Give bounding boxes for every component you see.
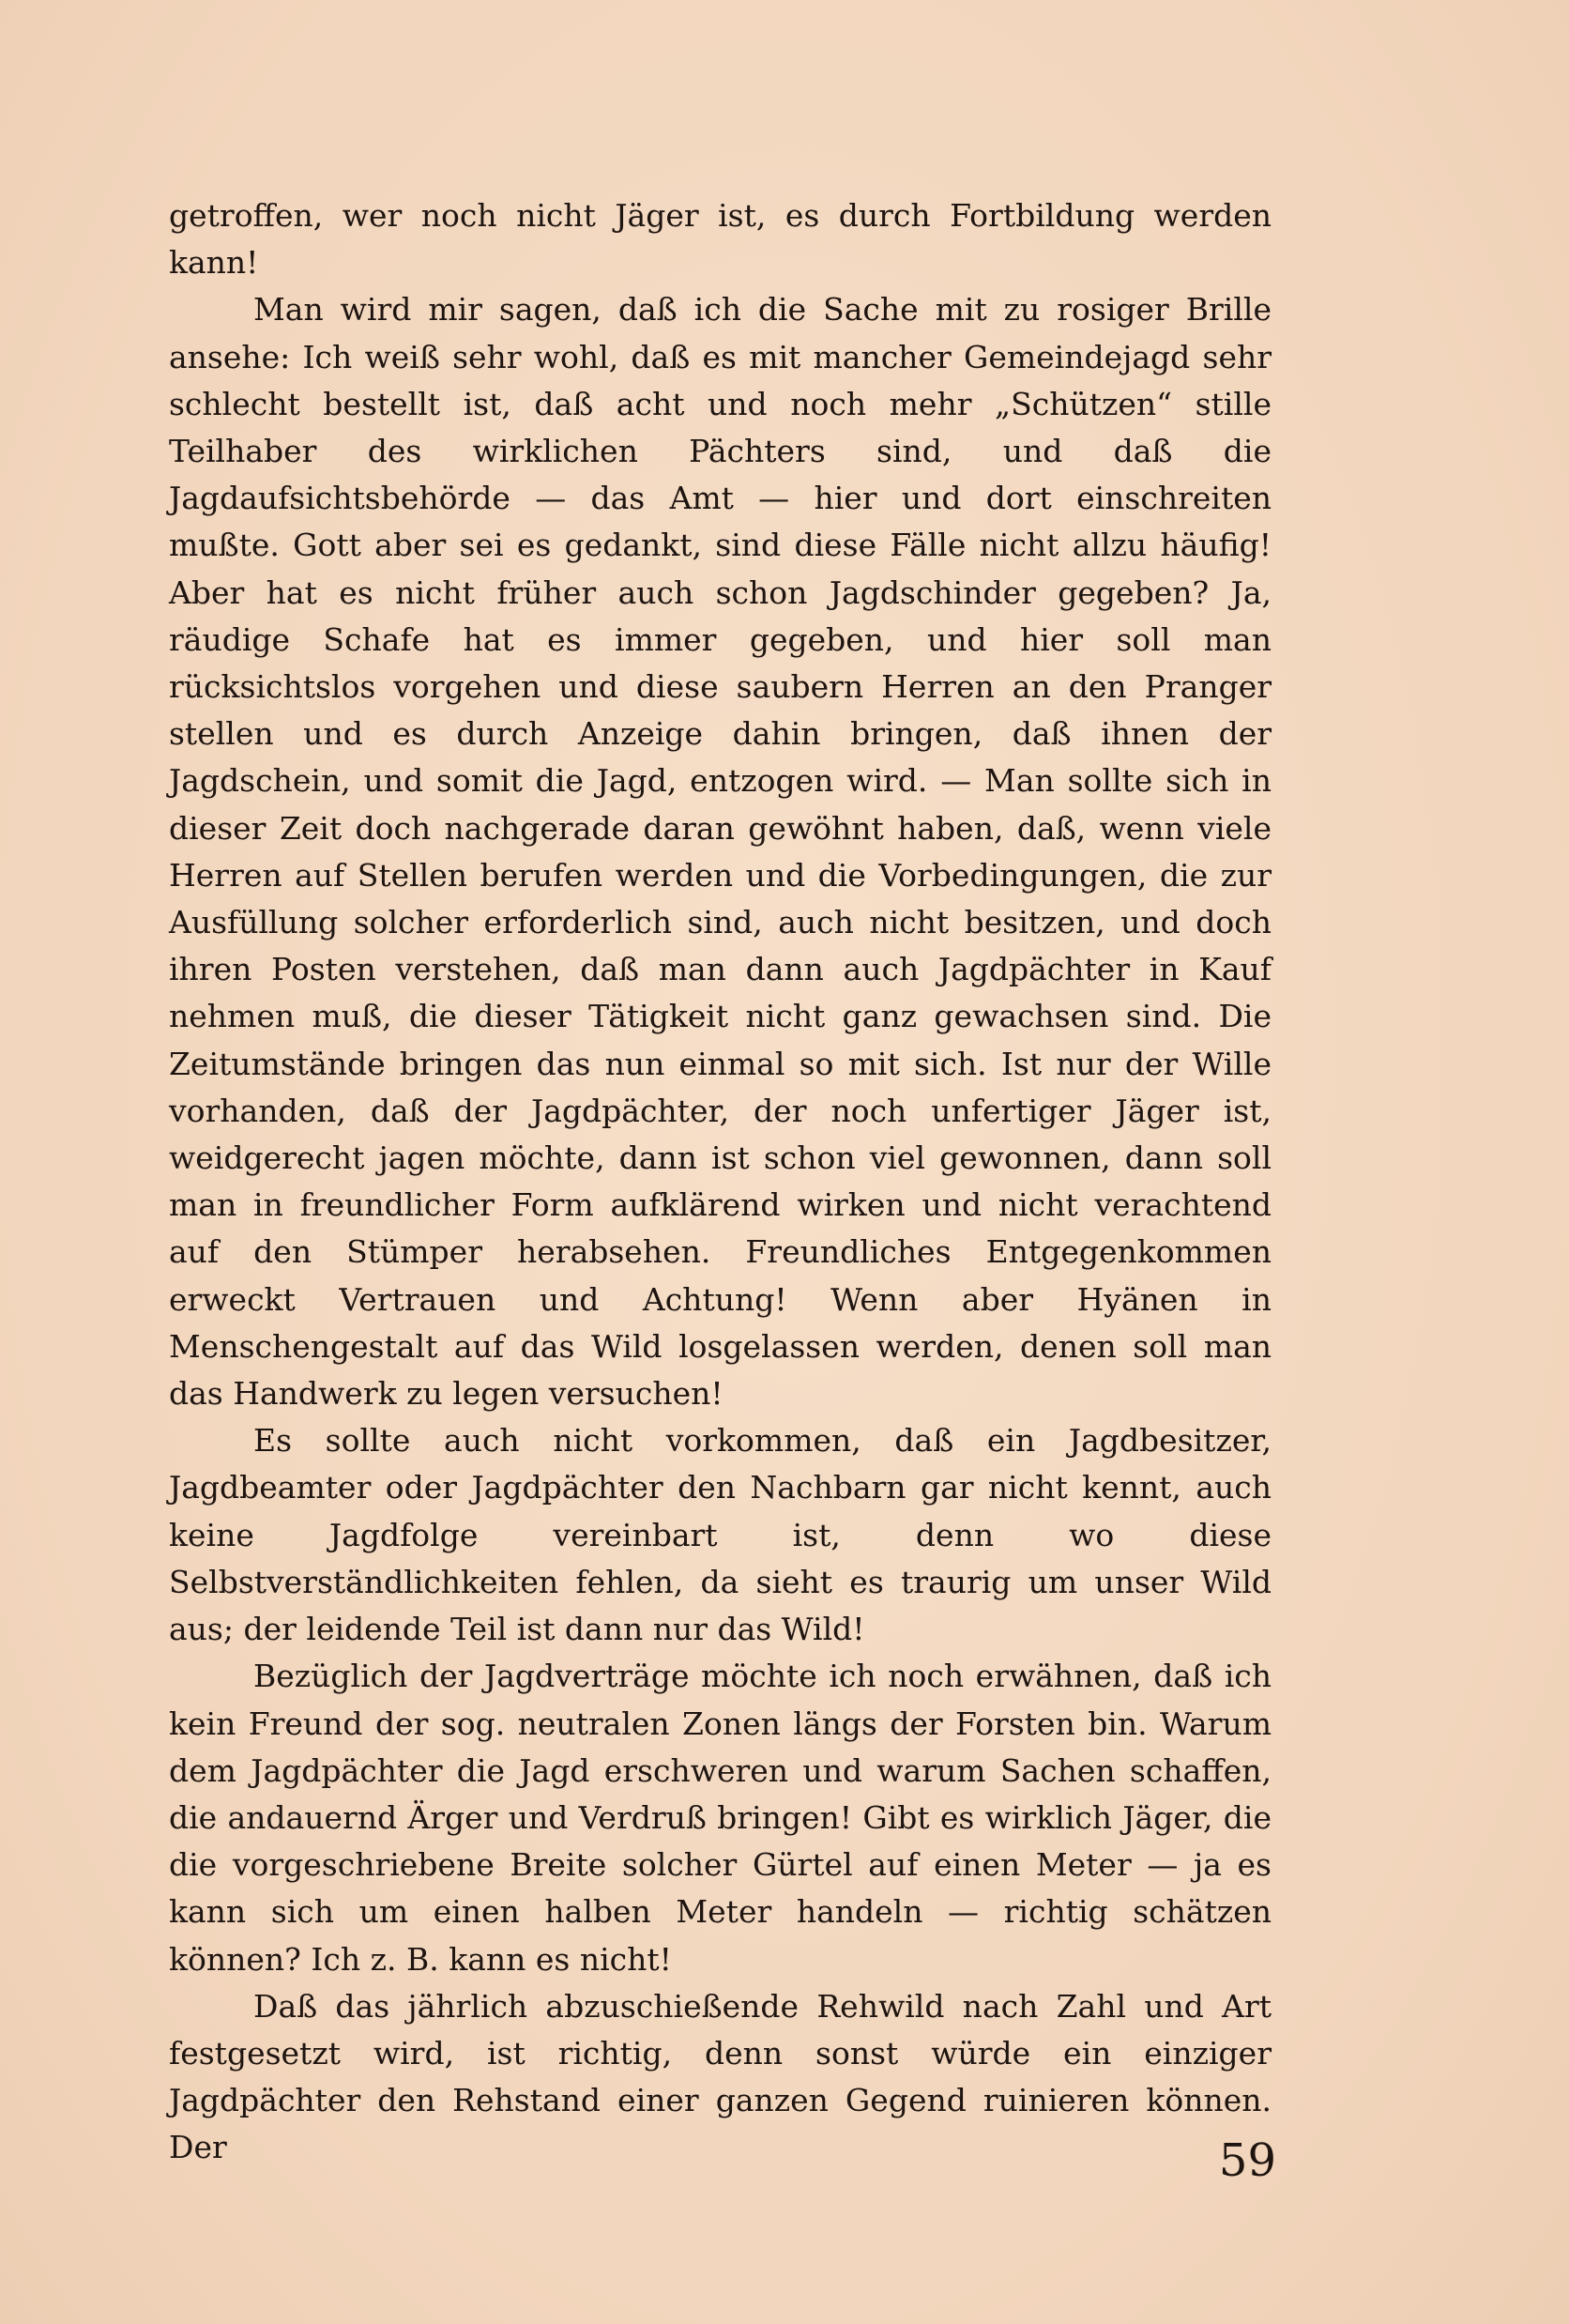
- paragraph: Bezüglich der Jagdverträge möchte ich noch erwähnen, daß ich kein Freund der sog. neutralen Zonen längs der Forsten bin. Warum dem Jagdpächter die Jagd erschweren und warum Sachen schaffen, die andauernd Ärger und Verdruß bringen! Gibt es wirklich Jäger, die die vorgeschriebene Breite solcher Gürtel auf einen Meter — ja es kann sich um einen halben Meter handeln — richtig schätzen können? Ich z. B. kann es nicht!: [169, 1658, 1272, 1978]
- page-number: 59: [1218, 2134, 1276, 2187]
- paragraph: Man wird mir sagen, daß ich die Sache mit zu rosiger Brille ansehe: Ich weiß sehr wohl, daß es mit mancher Gemeindejagd sehr schlecht bestellt ist, daß acht und noch mehr „Schützen“ stille Teilhaber des wirklichen Pächters sind, und daß die Jagdaufsichtsbehörde — das Amt — hier und dort einschreiten mußte. Gott aber sei es gedankt, sind diese Fälle nicht allzu häufig! Aber hat es nicht früher auch schon Jagdschinder gegeben? Ja, räudige Schafe hat es immer gegeben, und hier soll man rücksichtslos vorgehen und diese saubern Herren an den Pranger stellen und es durch Anzeige dahin bringen, daß ihnen der Jagdschein, und somit die Jagd, entzogen wird. — Man sollte sich in dieser Zeit doch nachgerade daran gewöhnt haben, daß, wenn viele Herren auf Stellen berufen werden und die Vorbedingungen, die zur Ausfüllung solcher erforderlich sind, auch nicht besitzen, und doch ihren Posten verstehen, daß man dann auch Jagdpächter in Kauf nehmen muß, die dieser Tätigkeit nicht ganz gewachsen sind. Die Zeitumstände bringen das nun einmal so mit sich. Ist nur der Wille vorhanden, daß der Jagdpächter, der noch unfertiger Jäger ist, weidgerecht jagen möchte, dann ist schon viel gewonnen, dann soll man in freundlicher Form aufklärend wirken und nicht verachtend auf den Stümper herabsehen. Freundliches Entgegenkommen erweckt Vertrauen und Achtung! Wenn aber Hyänen in Menschengestalt auf das Wild losgelassen werden, denen soll man das Handwerk zu legen versuchen!: [169, 291, 1272, 1413]
- paragraph: getroffen, wer noch nicht Jäger ist, es durch Fortbildung werden kann!: [169, 197, 1272, 282]
- paragraph: Es sollte auch nicht vorkommen, daß ein Jagdbesitzer, Jagdbeamter oder Jagdpächter den Nachbarn gar nicht kennt, auch keine Jagdfolge vereinbart ist, denn wo diese Selbstverständlichkeiten fehlen, da sieht es traurig um unser Wild aus; der leidende Teil ist dann nur das Wild!: [169, 1422, 1272, 1648]
- paragraph: Daß das jährlich abzuschießende Rehwild nach Zahl und Art festgesetzt wird, ist richtig, denn sonst würde ein einziger Jagdpächter den Rehstand einer ganzen Gegend ruinieren können. Der: [169, 1987, 1272, 2166]
- body-text: [169, 192, 1272, 2172]
